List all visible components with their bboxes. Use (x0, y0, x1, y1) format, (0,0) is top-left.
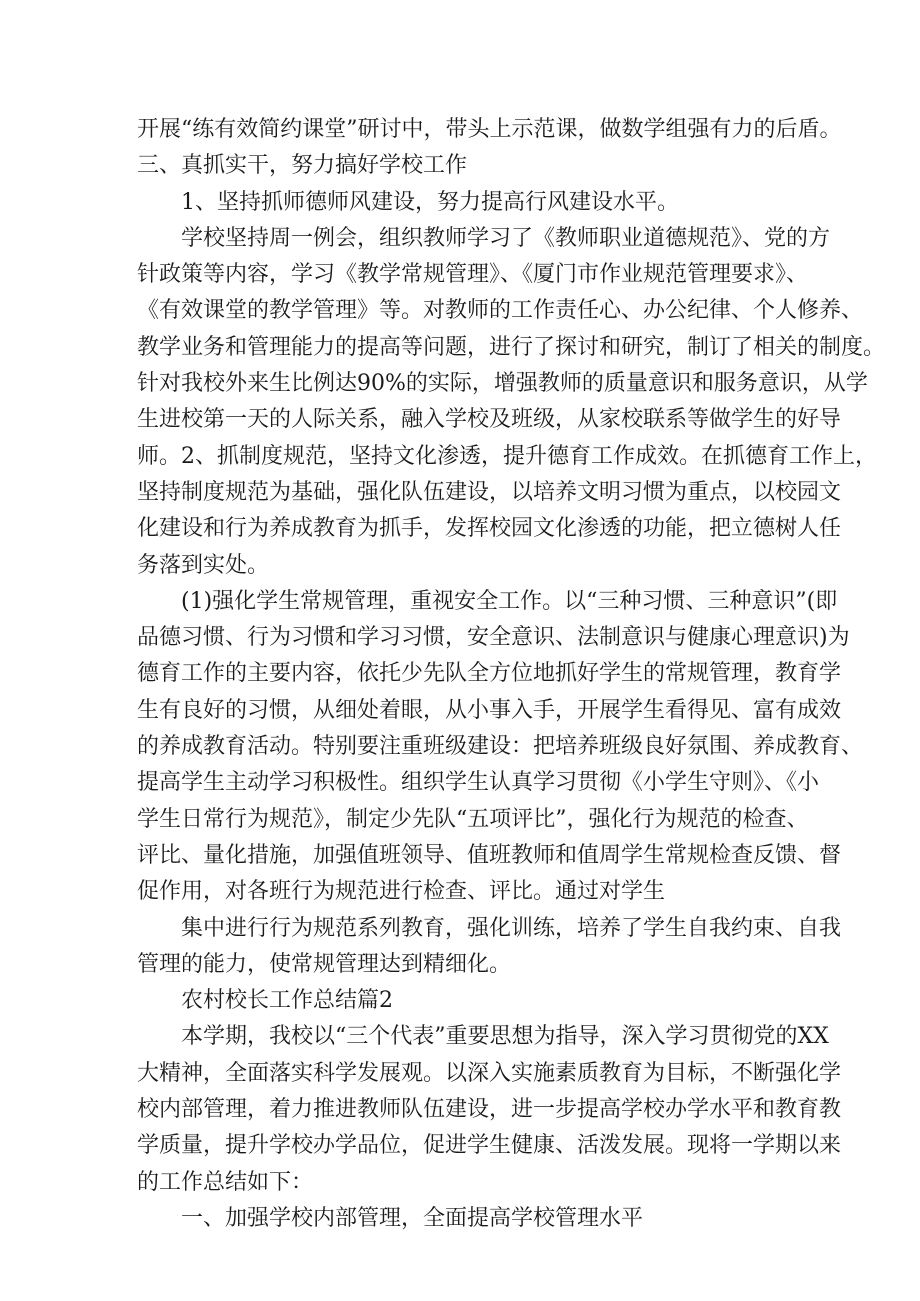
text-line: 德育工作的主要内容，依托少先队全方位地抓好学生的常规管理，教育学 (137, 661, 842, 687)
text-line: 学质量，提升学校办学品位，促进学生健康、活泼发展。现将一学期以来 (137, 1133, 842, 1159)
text-line: 学校坚持周一例会，组织教师学习了《教师职业道德规范》、党的方 (181, 225, 831, 251)
text-line: 品德习惯、行为习惯和学习习惯，安全意识、法制意识与健康心理意识)为 (137, 625, 850, 651)
text-line: 开展“练有效简约课堂”研讨中，带头上示范课，做数学组强有力的后盾。 (137, 117, 842, 142)
section-heading: 一、加强学校内部管理，全面提高学校管理水平 (181, 1205, 644, 1231)
text-line: 坚持制度规范为基础，强化队伍建设，以培养文明习惯为重点，以校园文 (137, 479, 842, 505)
text-line: 提高学生主动学习积极性。组织学生认真学习贯彻《小学生守则》、《小 (137, 770, 820, 796)
text-line: 师。2、抓制度规范，坚持文化渗透，提升德育工作成效。在抓德育工作上， (137, 443, 877, 469)
subsection-heading: 1、坚持抓师德师风建设，努力提高行风建设水平。 (181, 189, 679, 215)
section-heading: 三、真抓实干，努力搞好学校工作 (137, 153, 468, 179)
text-line: 《有效课堂的教学管理》等。对教师的工作责任心、办公纪律、个人修养、 (137, 298, 864, 324)
text-line: 针对我校外来生比例达90%的实际，增强教师的质量意识和服务意识，从学 (137, 371, 868, 397)
document-body (137, 112, 886, 1237)
text-line: 的养成教育活动。特别要注重班级建设：把培养班级良好氛围、养成教育、 (137, 734, 864, 760)
text-line: 评比、量化措施，加强值班领导、值班教师和值周学生常规检查反馈、督 (137, 842, 842, 868)
text-line: 促作用，对各班行为规范进行检查、评比。通过对学生 (137, 879, 666, 905)
text-line: 集中进行行为规范系列教育，强化训练，培养了学生自我约束、自我 (181, 915, 842, 941)
text-line: 本学期，我校以“三个代表”重要思想为指导，深入学习贯彻党的XX (181, 1024, 829, 1050)
article-title: 农村校长工作总结篇2 (181, 988, 393, 1014)
text-line: 生有良好的习惯，从细处着眼，从小事入手，开展学生看得见、富有成效 (137, 697, 842, 723)
text-line: 大精神，全面落实科学发展观。以深入实施素质教育为目标，不断强化学 (137, 1060, 842, 1086)
text-line: 校内部管理，着力推进教师队伍建设，进一步提高学校办学水平和教育教 (137, 1097, 842, 1123)
text-line: 学生日常行为规范》，制定少先队“五项评比”，强化行为规范的检查、 (137, 806, 809, 832)
text-line: 管理的能力，使常规管理达到精细化。 (137, 951, 512, 977)
text-line: 教学业务和管理能力的提高等问题，进行了探讨和研究，制订了相关的制度。 (137, 334, 886, 360)
text-line: (1)强化学生常规管理，重视安全工作。以“三种习惯、三种意识”(即 (181, 588, 838, 614)
text-line: 化建设和行为养成教育为抓手，发挥校园文化渗透的功能，把立德树人任 (137, 516, 842, 542)
text-line: 的工作总结如下： (137, 1169, 314, 1195)
text-line: 务落到实处。 (137, 552, 270, 578)
text-line: 针政策等内容，学习《教学常规管理》、《厦门市作业规范管理要求》、 (137, 262, 809, 288)
text-line: 生进校第一天的人际关系，融入学校及班级，从家校联系等做学生的好导 (137, 407, 842, 433)
